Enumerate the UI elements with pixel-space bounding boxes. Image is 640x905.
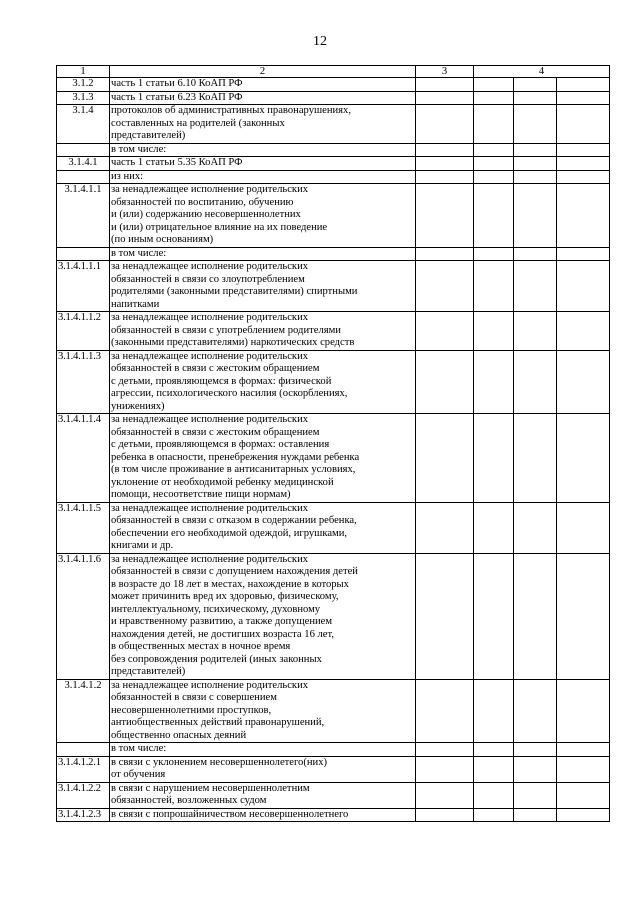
value-cell bbox=[557, 261, 610, 312]
row-description: часть 1 статьи 6.10 КоАП РФ bbox=[110, 78, 416, 92]
value-cell bbox=[416, 143, 474, 157]
value-cell bbox=[514, 312, 557, 351]
value-cell bbox=[416, 247, 474, 261]
value-cell bbox=[416, 743, 474, 757]
table-row bbox=[57, 261, 610, 312]
value-cell bbox=[557, 91, 610, 105]
report-table bbox=[56, 65, 610, 822]
value-cell bbox=[514, 184, 557, 248]
row-number bbox=[57, 743, 110, 757]
value-cell bbox=[474, 502, 514, 553]
row-number: 3.1.4.1.1.3 bbox=[57, 350, 110, 414]
table-row bbox=[57, 78, 610, 92]
row-number: 3.1.4.1.1.1 bbox=[57, 261, 110, 312]
table-row bbox=[57, 91, 610, 105]
value-cell bbox=[514, 170, 557, 184]
value-cell bbox=[474, 143, 514, 157]
row-number: 3.1.4.1.1.5 bbox=[57, 502, 110, 553]
value-cell bbox=[514, 782, 557, 808]
value-cell bbox=[416, 170, 474, 184]
value-cell bbox=[514, 808, 557, 822]
table-row bbox=[57, 414, 610, 503]
row-description: в связи с уклонением несовершеннолетего(них) от обучения bbox=[110, 756, 416, 782]
row-description: в связи с попрошайничеством несовершеннолетнего bbox=[110, 808, 416, 822]
value-cell bbox=[557, 312, 610, 351]
table-row bbox=[57, 502, 610, 553]
row-number: 3.1.4.1.2.1 bbox=[57, 756, 110, 782]
value-cell bbox=[416, 553, 474, 679]
value-cell bbox=[416, 157, 474, 171]
row-description: часть 1 статьи 5.35 КоАП РФ bbox=[110, 157, 416, 171]
value-cell bbox=[557, 143, 610, 157]
row-description: в том числе: bbox=[110, 247, 416, 261]
value-cell bbox=[474, 184, 514, 248]
value-cell bbox=[416, 350, 474, 414]
value-cell bbox=[474, 679, 514, 743]
row-description: за ненадлежащее исполнение родительских обязанностей по воспитанию, обучению и (или) содержанию несовершеннолетних и (или) отрицательное влияние на их поведение (по иным основаниям) bbox=[110, 184, 416, 248]
value-cell bbox=[474, 170, 514, 184]
value-cell bbox=[557, 170, 610, 184]
value-cell bbox=[474, 553, 514, 679]
row-number: 3.1.4.1.1.2 bbox=[57, 312, 110, 351]
value-cell bbox=[557, 157, 610, 171]
table-row bbox=[57, 184, 610, 248]
table-row bbox=[57, 679, 610, 743]
value-cell bbox=[514, 414, 557, 503]
table-row bbox=[57, 782, 610, 808]
table-row bbox=[57, 105, 610, 144]
value-cell bbox=[474, 247, 514, 261]
value-cell bbox=[557, 743, 610, 757]
value-cell bbox=[514, 679, 557, 743]
row-description: часть 1 статьи 6.23 КоАП РФ bbox=[110, 91, 416, 105]
row-description: протоколов об административных правонарушениях, составленных на родителей (законных представителей) bbox=[110, 105, 416, 144]
value-cell bbox=[514, 261, 557, 312]
row-description: за ненадлежащее исполнение родительских обязанностей в связи с употреблением родителями (законными представителями) наркотических средств bbox=[110, 312, 416, 351]
value-cell bbox=[514, 105, 557, 144]
value-cell bbox=[557, 78, 610, 92]
value-cell bbox=[416, 184, 474, 248]
row-number bbox=[57, 143, 110, 157]
value-cell bbox=[474, 808, 514, 822]
value-cell bbox=[474, 91, 514, 105]
row-number: 3.1.4 bbox=[57, 105, 110, 144]
table-row bbox=[57, 312, 610, 351]
column-header-2: 2 bbox=[110, 66, 416, 78]
value-cell bbox=[474, 782, 514, 808]
row-description: за ненадлежащее исполнение родительских обязанностей в связи с жестоким обращением с детьми, проявляющемся в формах: оставления ребенка в опасности, пренебрежения нуждами ребенка (в том числе проживание в антисанитарных условиях, уклонение от необходимой ребенку медицинской помощи, несоответствие пищи нормам) bbox=[110, 414, 416, 503]
value-cell bbox=[416, 91, 474, 105]
value-cell bbox=[416, 756, 474, 782]
value-cell bbox=[416, 312, 474, 351]
value-cell bbox=[557, 679, 610, 743]
page-number: 12 bbox=[313, 34, 327, 49]
value-cell bbox=[474, 414, 514, 503]
row-number: 3.1.4.1.2.2 bbox=[57, 782, 110, 808]
table-row bbox=[57, 756, 610, 782]
row-number bbox=[57, 170, 110, 184]
value-cell bbox=[474, 105, 514, 144]
value-cell bbox=[557, 808, 610, 822]
value-cell bbox=[557, 756, 610, 782]
value-cell bbox=[514, 247, 557, 261]
row-number: 3.1.4.1.2 bbox=[57, 679, 110, 743]
row-number: 3.1.4.1.1 bbox=[57, 184, 110, 248]
value-cell bbox=[514, 553, 557, 679]
value-cell bbox=[514, 157, 557, 171]
column-header-4: 4 bbox=[474, 66, 610, 78]
value-cell bbox=[416, 414, 474, 503]
row-description: за ненадлежащее исполнение родительских обязанностей в связи с отказом в содержании ребенка, обеспечении его необходимой одеждой, игрушками, книгами и др. bbox=[110, 502, 416, 553]
value-cell bbox=[557, 502, 610, 553]
value-cell bbox=[416, 808, 474, 822]
table-row bbox=[57, 247, 610, 261]
table-row bbox=[57, 743, 610, 757]
value-cell bbox=[557, 105, 610, 144]
value-cell bbox=[557, 782, 610, 808]
row-number: 3.1.4.1 bbox=[57, 157, 110, 171]
table-row bbox=[57, 143, 610, 157]
value-cell bbox=[474, 743, 514, 757]
value-cell bbox=[557, 184, 610, 248]
value-cell bbox=[416, 782, 474, 808]
row-number: 3.1.4.1.2.3 bbox=[57, 808, 110, 822]
table-row bbox=[57, 553, 610, 679]
value-cell bbox=[416, 78, 474, 92]
value-cell bbox=[416, 105, 474, 144]
row-number: 3.1.3 bbox=[57, 91, 110, 105]
row-description: за ненадлежащее исполнение родительских обязанностей в связи со злоупотреблением родителями (законными представителями) спиртными напитками bbox=[110, 261, 416, 312]
value-cell bbox=[474, 312, 514, 351]
row-number: 3.1.4.1.1.4 bbox=[57, 414, 110, 503]
value-cell bbox=[474, 78, 514, 92]
column-header-1: 1 bbox=[57, 66, 110, 78]
row-description: в том числе: bbox=[110, 143, 416, 157]
value-cell bbox=[474, 756, 514, 782]
row-description: за ненадлежащее исполнение родительских обязанностей в связи с жестоким обращением с детьми, проявляющемся в формах: физической агрессии, психологического насилия (оскорблениях, унижениях) bbox=[110, 350, 416, 414]
row-number: 3.1.4.1.1.6 bbox=[57, 553, 110, 679]
row-number bbox=[57, 247, 110, 261]
value-cell bbox=[416, 679, 474, 743]
header-row bbox=[57, 66, 610, 78]
value-cell bbox=[514, 78, 557, 92]
value-cell bbox=[557, 414, 610, 503]
value-cell bbox=[474, 350, 514, 414]
table-body bbox=[57, 78, 610, 822]
row-description: в том числе: bbox=[110, 743, 416, 757]
value-cell bbox=[514, 756, 557, 782]
value-cell bbox=[514, 743, 557, 757]
row-description: из них: bbox=[110, 170, 416, 184]
table-row bbox=[57, 808, 610, 822]
value-cell bbox=[557, 247, 610, 261]
value-cell bbox=[416, 502, 474, 553]
value-cell bbox=[514, 502, 557, 553]
table-row bbox=[57, 157, 610, 171]
row-description: за ненадлежащее исполнение родительских обязанностей в связи с допущением нахождения детей в возрасте до 18 лет в местах, нахождение в которых может причинить вред их здоровью, физическому, интеллектуальному, психическому, духовному и нравственному развитию, а также допущением нахождения детей, не достигших возраста 16 лет, в общественных местах в ночное время без сопровождения родителей (иных законных представителей) bbox=[110, 553, 416, 679]
table-row bbox=[57, 170, 610, 184]
value-cell bbox=[557, 553, 610, 679]
value-cell bbox=[514, 143, 557, 157]
value-cell bbox=[474, 157, 514, 171]
value-cell bbox=[416, 261, 474, 312]
value-cell bbox=[514, 91, 557, 105]
value-cell bbox=[474, 261, 514, 312]
row-description: за ненадлежащее исполнение родительских обязанностей в связи с совершением несовершеннолетними проступков, антиобщественных действий правонарушений, общественно опасных деяний bbox=[110, 679, 416, 743]
column-header-3: 3 bbox=[416, 66, 474, 78]
value-cell bbox=[514, 350, 557, 414]
table-row bbox=[57, 350, 610, 414]
value-cell bbox=[557, 350, 610, 414]
row-description: в связи с нарушением несовершеннолетним обязанностей, возложенных судом bbox=[110, 782, 416, 808]
row-number: 3.1.2 bbox=[57, 78, 110, 92]
